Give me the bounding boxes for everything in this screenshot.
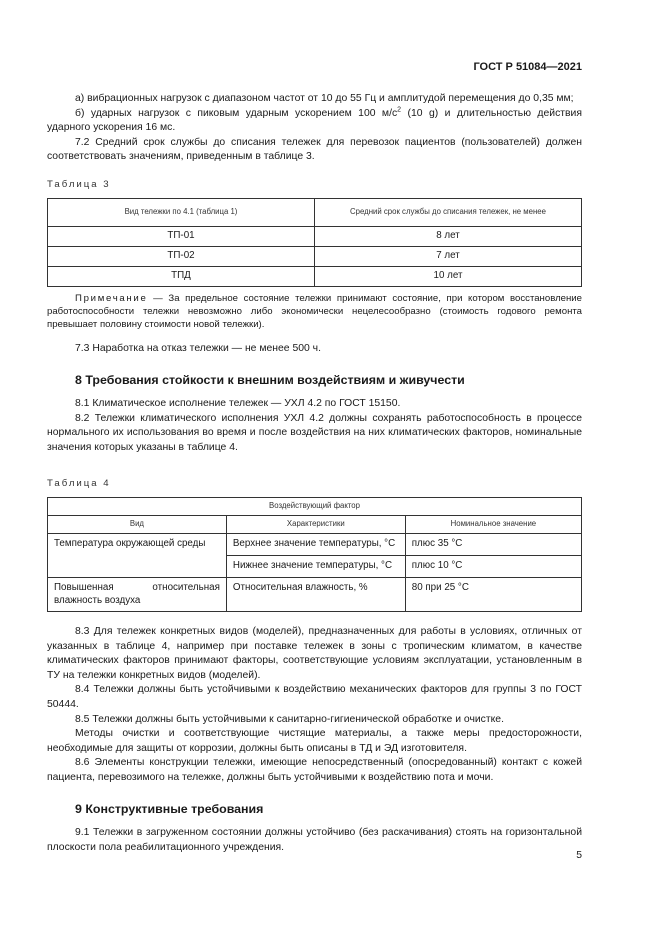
note-label: Примечание — [75, 292, 148, 304]
table3-cell: ТП-01 — [48, 226, 315, 246]
paragraph-b-text: б) ударных нагрузок с пиковым ударным ускорением 100 м/с — [75, 107, 398, 119]
table3-cell: 10 лет — [315, 266, 582, 286]
table-row — [48, 246, 582, 266]
paragraph-7-3: 7.3 Наработка на отказ тележки — не менее 500 ч. — [75, 342, 321, 354]
paragraph-a: а) вибрационных нагрузок с диапазоном частот от 10 до 55 Гц и амплитудой перемещения до 0,35 мм; — [75, 93, 574, 104]
table3 — [47, 198, 582, 287]
table3-header-row — [48, 198, 582, 226]
paragraph-7-2: 7.2 Средний срок службы до списания тележек для перевозок пациентов (пользователей) должен соответствовать значениям, приведенным в таблице 3. — [47, 136, 582, 163]
table4-cell: Относительная влажность, % — [226, 577, 405, 611]
table3-cell: 7 лет — [315, 246, 582, 266]
page-content — [47, 92, 582, 855]
section-8-title: 8 Требования стойкости к внешним воздействиям и живучести — [75, 373, 465, 388]
table4-group-row — [48, 497, 582, 515]
table3-header-lifetime: Средний срок службы до списания тележек, не менее — [315, 198, 582, 226]
table-row — [48, 533, 582, 555]
paragraph-8-2: 8.2 Тележки климатического исполнения УХЛ 4.2 должны сохранять работоспособность в процессе нормального их использования во время и после воздействия на них климатических факторов, номинальные значения которых указаны в таблице 4. — [47, 412, 582, 453]
table4-cell: Нижнее значение температуры, °С — [226, 555, 405, 577]
table3-cell: ТП-02 — [48, 246, 315, 266]
paragraph-8-4: 8.4 Тележки должны быть устойчивыми к воздействию механических факторов для группы 3 по ГОСТ 50444. — [47, 684, 582, 710]
paragraph-b-text-end: (10 g) и длительностью действия ударного ускорения 16 мс. — [47, 107, 582, 134]
paragraph-8-1: 8.1 Климатическое исполнение тележек — УХЛ 4.2 по ГОСТ 15150. — [75, 397, 401, 409]
table4-group-header: Воздействующий фактор — [48, 497, 582, 515]
table4-header-characteristic: Характеристики — [226, 515, 405, 533]
table4 — [47, 497, 582, 612]
table4-header-type: Вид — [48, 515, 227, 533]
table4-caption: Таблица 4 — [47, 478, 111, 490]
table4-header-row — [48, 515, 582, 533]
table3-header-type: Вид тележки по 4.1 (таблица 1) — [48, 198, 315, 226]
table4-cell: 80 при 25 °С — [405, 577, 581, 611]
table4-cell: Верхнее значение температуры, °С — [226, 533, 405, 555]
paragraph-8-3: 8.3 Для тележек конкретных видов (моделей), предназначенных для работы в условиях, отличных от указанных в таблице 4, например при поставке тележек в зоны с тропическим климатом, в качестве климатических факторов принимают факторы, соответствующие условиям эксплуатации, установленным в ТУ на тележки конкретных видов (моделей). — [47, 625, 582, 681]
table4-cell-temperature: Температура окружающей среды — [48, 533, 227, 577]
table-row — [48, 266, 582, 286]
paragraph-b-superscript: 2 — [397, 106, 402, 114]
table3-cell: ТПД — [48, 266, 315, 286]
table4-cell: плюс 10 °С — [405, 555, 581, 577]
document-id: ГОСТ Р 51084—2021 — [473, 61, 582, 73]
table-row — [48, 226, 582, 246]
table3-note — [47, 292, 582, 332]
paragraph-8-5: 8.5 Тележки должны быть устойчивыми к санитарно-гигиенической обработке и очистке. — [75, 713, 504, 725]
table3-cell: 8 лет — [315, 226, 582, 246]
note-text: — За предельное состояние тележки принимают состояние, при котором восстановление работоспособности тележки невозможно либо экономически нецелесообразно (стоимость годового ремонта превышает половину стоимости новой тележки). — [47, 292, 582, 331]
paragraph-8-5-methods: Методы очистки и соответствующие чистящие материалы, а также меры предосторожности, необходимые для защиты от коррозии, должны быть описаны в ТД и ЭД изготовителя. — [47, 728, 582, 754]
table4-cell: плюс 35 °С — [405, 533, 581, 555]
table4-cell-humidity: Повышенная относительная влажность воздуха — [48, 577, 227, 611]
section-9-title: 9 Конструктивные требования — [75, 802, 264, 817]
paragraph-b — [47, 107, 582, 136]
table3-caption: Таблица 3 — [47, 178, 111, 190]
page-number: 5 — [576, 850, 582, 861]
paragraph-9-1: 9.1 Тележки в загруженном состоянии должны устойчиво (без раскачивания) стоять на горизонтальной плоскости пола реабилитационного учреждения. — [47, 827, 582, 853]
paragraph-8-6: 8.6 Элементы конструкции тележки, имеющие непосредственный (опосредованный) контакт с кожей пациента, перевозимого на тележке, должны быть устойчивыми к воздействию пота и мочи. — [47, 757, 582, 783]
table-row — [48, 577, 582, 611]
table4-header-value: Номинальное значение — [405, 515, 581, 533]
